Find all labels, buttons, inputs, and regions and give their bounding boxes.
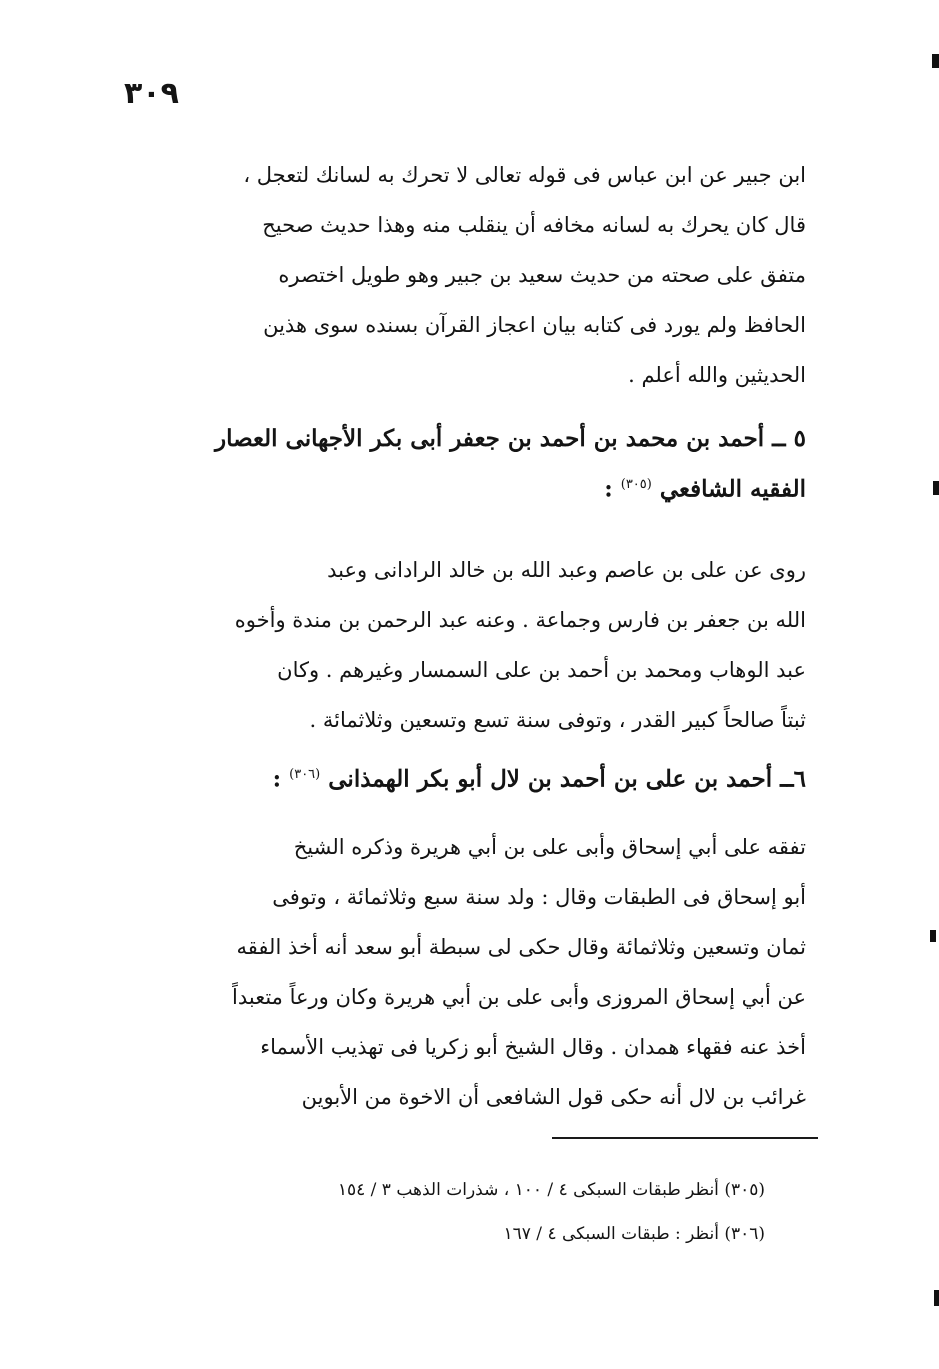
heading-text: ٦ــ أحمد بن على بن أحمد بن لال أبو بكر الهمذانى: [328, 765, 806, 793]
heading-colon: :: [272, 765, 282, 793]
footnote-reference: (٣٠٥): [620, 477, 652, 492]
text-line: قال كان يحرك به لسانه مخافه أن ينقلب منه وهذا حديث صحيح: [262, 213, 806, 237]
text-line: روى عن على بن عاصم وعبد الله بن خالد الرادانى وعبد: [327, 558, 806, 582]
text-line: عن أبي إسحاق المروزى وأبى على بن أبي هريرة وكان ورعاً متعبداً: [232, 985, 806, 1009]
footnote: (٣٠٥) أنظر طبقات السبكى ٤ / ١٠٠ ، شذرات الذهب ٣ / ١٥٤: [337, 1180, 765, 1200]
footnote-reference: (٣٠٦): [289, 767, 321, 782]
footnote: (٣٠٦) أنظر : طبقات السبكى ٤ / ١٦٧: [503, 1224, 765, 1244]
text-line: الحافظ ولم يورد فى كتابه بيان اعجاز القرآن بسنده سوى هذين: [263, 313, 806, 337]
scan-edge-mark: [932, 54, 939, 68]
heading-text: الفقيه الشافعي: [659, 475, 806, 503]
text-line: متفق على صحته من حديث سعيد بن جبير وهو طويل اختصره: [278, 263, 806, 287]
text-line: أبو إسحاق فى الطبقات وقال : ولد سنة سبع وثلاثمائة ، وتوفى: [272, 885, 806, 909]
text-line: عبد الوهاب ومحمد بن أحمد بن على السمسار وغيرهم . وكان: [277, 658, 806, 682]
entry-6-heading: [138, 752, 806, 803]
footnote-divider: [552, 1137, 818, 1139]
scan-edge-mark: [930, 930, 936, 942]
scan-edge-mark: [933, 481, 939, 495]
footnotes: [200, 1168, 765, 1256]
text-line: الحديثين والله أعلم .: [628, 363, 806, 387]
entry-6-body: [138, 822, 806, 1122]
entry-5-body: [138, 545, 806, 745]
heading-line: ٥ ــ أحمد بن محمد بن أحمد بن جعفر أبى بكر الأجهانى العصار: [215, 425, 806, 452]
text-line: غرائب بن لال أنه حكى قول الشافعى أن الاخوة من الأبوين: [301, 1085, 806, 1109]
page-number: ٣٠٩: [124, 76, 179, 111]
text-line: أخذ عنه فقهاء همدان . وقال الشيخ أبو زكريا فى تهذيب الأسماء: [260, 1035, 806, 1059]
heading-line: [138, 462, 806, 513]
text-line: ابن جبير عن ابن عباس فى قوله تعالى لا تحرك به لسانك لتعجل ،: [243, 163, 806, 187]
entry-5-heading: [138, 416, 806, 513]
scan-edge-mark: [934, 1290, 939, 1306]
text-line: ثمان وتسعين وثلاثمائة وقال حكى لى سبطة أبو سعد أنه أخذ الفقه: [236, 935, 806, 959]
text-line: الله بن جعفر بن فارس وجماعة . وعنه عبد الرحمن بن مندة وأخوه: [234, 608, 806, 632]
text-line: تفقه على أبي إسحاق وأبى على بن أبي هريرة وذكره الشيخ: [293, 835, 806, 859]
text-line: ثبتاً صالحاً كبير القدر ، وتوفى سنة تسع وتسعين وثلاثمائة .: [309, 708, 806, 732]
heading-colon: :: [604, 475, 613, 503]
paragraph-continuation: [138, 150, 806, 400]
